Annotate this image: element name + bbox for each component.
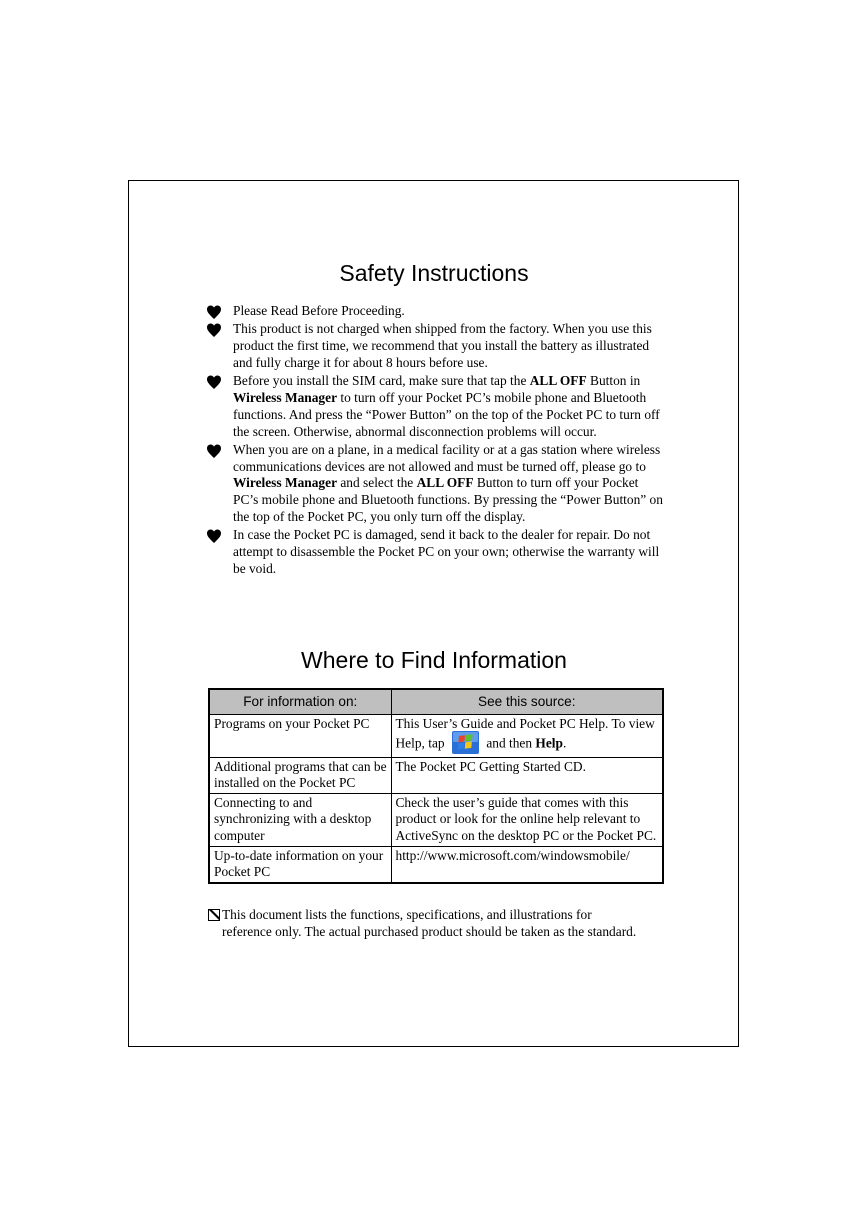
heart-bullet-icon	[206, 443, 222, 459]
table-row	[209, 715, 663, 758]
info-table	[208, 688, 664, 884]
safety-item-text-part: Button to turn off your Pocket PC’s mobile phone and Bluetooth functions. By pressing the “Power Button” on the top of the Pocket PC, you only turn off the display.	[233, 475, 663, 525]
topic-cell: Up-to-date information on your Pocket PC	[209, 846, 391, 883]
topic-cell: Programs on your Pocket PC	[209, 715, 391, 758]
safety-item-text-part: Button in	[586, 373, 641, 389]
topic-cell: Connecting to and synchronizing with a desktop computer	[209, 793, 391, 846]
source-cell: The Pocket PC Getting Started CD.	[391, 757, 663, 793]
safety-item-text: This product is not charged when shipped from the factory. When you use this product the first time, we recommend that you install the battery as illustrated and fully charge it for about 8 hours before use.	[233, 321, 652, 370]
source-text: and then	[486, 735, 536, 751]
table-header-row	[209, 689, 663, 715]
heart-bullet-icon	[206, 374, 222, 390]
list-item	[206, 321, 666, 371]
safety-item-text-part: to turn off your Pocket PC’s mobile phone and Bluetooth functions. And press the “Power Button” on the top of the Pocket PC to turn off the screen. Otherwise, abnormal disconnection problems will occur.	[233, 389, 660, 439]
column-header: For information on:	[209, 689, 391, 715]
source-text: This User’s Guide and Pocket PC Help. To view Help, tap	[395, 716, 655, 751]
safety-list	[206, 303, 666, 579]
info-title: Where to Find Information	[301, 647, 567, 673]
table-row	[209, 793, 663, 846]
heart-bullet-icon	[206, 322, 222, 338]
list-item	[206, 527, 666, 577]
heart-bullet-icon	[206, 528, 222, 544]
source-cell: http://www.microsoft.com/windowsmobile/	[391, 846, 663, 883]
column-header: See this source:	[391, 689, 663, 715]
safety-item-bold: ALL OFF	[529, 373, 587, 389]
help-label: Help	[535, 735, 563, 751]
safety-item-bold: Wireless Manager	[233, 389, 338, 405]
disclaimer-note	[208, 906, 638, 940]
source-cell: Check the user’s guide that comes with this product or look for the online help relevant to ActiveSync on the desktop PC or the Pocket PC.	[391, 793, 663, 846]
safety-item-text: In case the Pocket PC is damaged, send it back to the dealer for repair. Do not attempt to disassemble the Pocket PC on your own; otherwise the warranty will be void.	[233, 527, 660, 576]
safety-title: Safety Instructions	[339, 260, 529, 286]
heart-bullet-icon	[206, 304, 222, 320]
windows-start-icon	[452, 731, 479, 754]
safety-item-text: Please Read Before Proceeding.	[233, 303, 405, 318]
source-cell	[391, 715, 663, 758]
safety-item-bold: ALL OFF	[416, 475, 474, 491]
note-text: This document lists the functions, specifications, and illustrations for reference only. The actual purchased product should be taken as the standard.	[222, 907, 637, 939]
safety-item-text-part: When you are on a plane, in a medical facility or at a gas station where wireless communications devices are not allowed and must be turned off, please go to	[233, 441, 661, 474]
list-item	[206, 442, 666, 526]
list-item	[206, 373, 666, 440]
safety-item-text-part: Before you install the SIM card, make sure that tap the	[233, 373, 530, 389]
table-row	[209, 846, 663, 883]
topic-cell: Additional programs that can be installed on the Pocket PC	[209, 757, 391, 793]
safety-item-text-part: and select the	[337, 475, 417, 491]
list-item	[206, 303, 666, 320]
source-text: .	[562, 735, 567, 751]
table-row	[209, 757, 663, 793]
safety-item-bold: Wireless Manager	[233, 475, 338, 491]
note-pencil-icon	[208, 909, 220, 921]
